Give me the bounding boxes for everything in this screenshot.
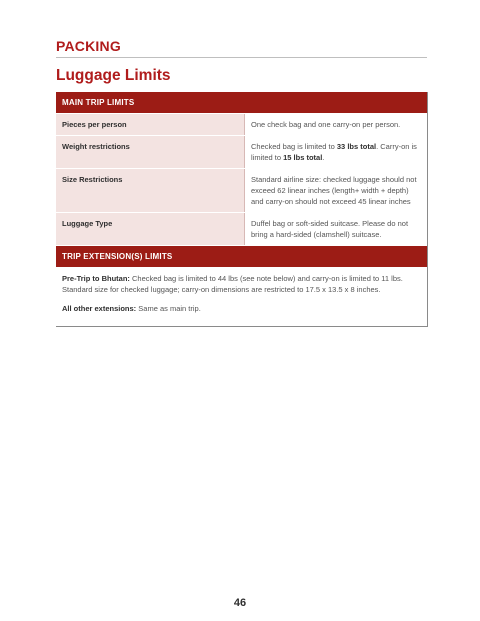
main-trip-header: MAIN TRIP LIMITS <box>56 92 427 113</box>
table-row <box>56 168 427 212</box>
row-value: Duffel bag or soft-sided suitcase. Please do not bring a hard-sided (clamshell) suitcase. <box>245 213 427 245</box>
other-extensions-label: All other extensions: <box>62 304 137 313</box>
pre-trip-paragraph <box>62 273 421 295</box>
value-text: Checked bag is limited to <box>251 142 337 151</box>
value-bold: 15 lbs total <box>283 153 323 162</box>
table-row <box>56 135 427 168</box>
row-value: One check bag and one carry-on per person. <box>245 114 427 135</box>
value-bold: 33 lbs total <box>336 142 377 151</box>
section-title: PACKING <box>56 38 121 54</box>
row-label: Weight restrictions <box>56 136 245 168</box>
table-row <box>56 113 427 135</box>
extensions-body <box>56 267 427 326</box>
table-row <box>56 212 427 245</box>
other-extensions-paragraph <box>62 303 421 314</box>
section-divider <box>56 57 427 58</box>
page-number: 46 <box>233 597 247 609</box>
luggage-limits-table <box>56 92 428 327</box>
value-text: . <box>322 153 325 162</box>
value-text: . Carry-on is limited to <box>251 142 417 162</box>
extensions-header: TRIP EXTENSION(S) LIMITS <box>56 246 427 267</box>
row-value: Standard airline size: checked luggage should not exceed 62 linear inches (length+ width + depth) and carry-on should not exceed 45 linear inches <box>245 169 427 212</box>
other-extensions-text: Same as main trip. <box>136 304 201 313</box>
row-label: Pieces per person <box>56 114 245 135</box>
row-value <box>245 136 427 168</box>
pre-trip-text: Checked bag is limited to 44 lbs (see note below) and carry-on is limited to 11 lbs. Standard size for checked luggage; carry-on dimensions are restricted to 17.5 x 13.5 x 8 inches. <box>62 274 403 294</box>
row-label: Size Restrictions <box>56 169 245 212</box>
row-label: Luggage Type <box>56 213 245 245</box>
page-heading: Luggage Limits <box>56 67 171 84</box>
pre-trip-label: Pre-Trip to Bhutan: <box>62 274 130 283</box>
